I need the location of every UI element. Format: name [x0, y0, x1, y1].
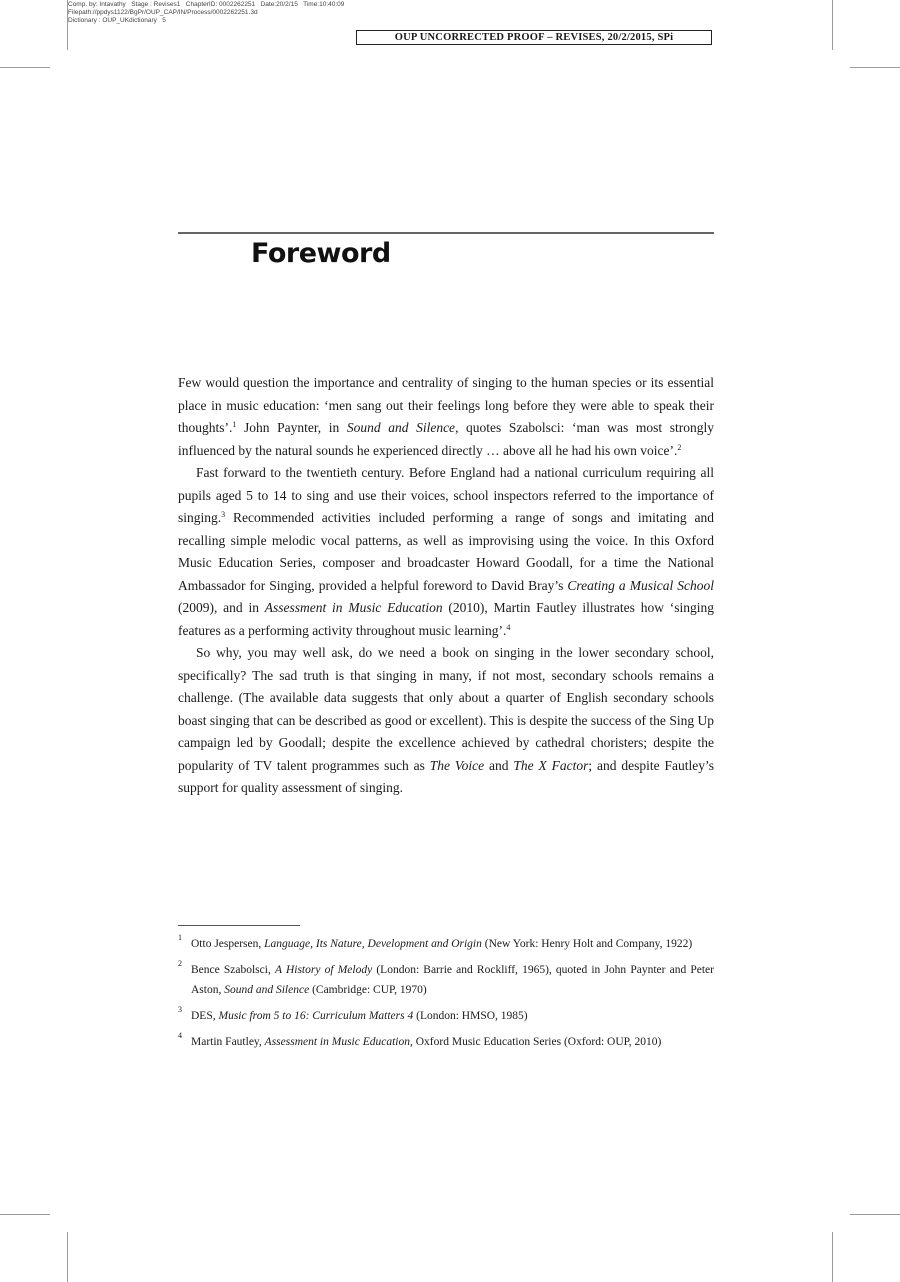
- crop-mark: [850, 67, 900, 68]
- proof-metadata: [68, 1, 344, 25]
- footnote-number: 1: [178, 933, 182, 942]
- footnote-ref[interactable]: 3: [221, 510, 226, 519]
- body-text: [178, 372, 714, 800]
- paragraph: Fast forward to the twentieth century. Before England had a national curriculum requiring all pupils aged 5 to 14 to sing and use their voices, school inspectors referred to the importance of singing.$^3$ Recommended activities included performing a range of songs and imitating and recalling simple melodic vocal patterns, as well as improvising using the voice. In this Oxford Music Education Series, composer and broadcaster Howard Goodall, for a time the National Ambassador for Singing, provided a helpful foreword to David Bray’s Creating a Musical School (2009), and in Assessment in Music Education (2010), Martin Fautley illustrates how ‘singing features as a performing activity throughout music learning’.$^4$: [178, 465, 714, 638]
- footnote-item: 2 Bence Szabolsci, A History of Melody (London: Barrie and Rockliff, 1965), quoted in John Paynter and Peter Aston, Sound and Silence (Cambridge: CUP, 1970): [178, 959, 714, 996]
- footnote-number: 2: [178, 959, 182, 968]
- meta-line: Comp. by: Intavathy Stage : Revises1 ChapterID: 0002262251 Date:20/2/15 Time:10:40:09: [68, 1, 345, 8]
- crop-mark: [832, 1232, 833, 1282]
- paragraph: So why, you may well ask, do we need a book on singing in the lower secondary school, specifically? The sad truth is that singing in many, if not most, secondary schools remains a challenge. (The available data suggests that only about a quarter of English secondary schools boast singing that can be described as good or excellent). This is despite the success of the Sing Up campaign led by Goodall; despite the excellence achieved by cathedral choristers; despite the popularity of TV talent programmes such as The Voice and The X Factor; and despite Fautley’s support for quality assessment of singing.: [178, 645, 714, 795]
- proof-stamp: OUP UNCORRECTED PROOF – REVISES, 20/2/2015, SPi: [356, 30, 712, 45]
- crop-mark: [0, 67, 50, 68]
- crop-mark: [850, 1214, 900, 1215]
- footnote-ref[interactable]: 1: [232, 420, 237, 429]
- footnote-item: 1 Otto Jespersen, Language, Its Nature, Development and Origin (New York: Henry Holt and Company, 1922): [178, 933, 693, 950]
- footnote-item: 4 Martin Fautley, Assessment in Music Education, Oxford Music Education Series (Oxford: OUP, 2010): [178, 1031, 662, 1048]
- page-title: Foreword: [251, 238, 391, 269]
- crop-mark: [0, 1214, 50, 1215]
- crop-mark: [67, 1232, 68, 1282]
- heading-rule: [178, 232, 714, 234]
- paragraph: Few would question the importance and centrality of singing to the human species or its essential place in music education: ‘men sang out their feelings long before they were able to speak their thoughts’.$^1$ John Paynter, in Sound and Silence, quotes Szabolsci: ‘man was most strongly influenced by the natural sounds he experienced directly … above all he had his own voice’.$^2$: [178, 375, 715, 458]
- footnotes: [178, 934, 714, 1058]
- crop-mark: [832, 0, 833, 50]
- footnote-ref[interactable]: 4: [506, 622, 511, 632]
- footnote-rule: [178, 925, 300, 926]
- footnote-item: 3 DES, Music from 5 to 16: Curriculum Matters 4 (London: HMSO, 1985): [178, 1005, 528, 1022]
- footnote-number: 3: [178, 1005, 182, 1014]
- meta-line: Filepath://ppdys1122/BgPr/OUP_CAP/IN/Process/0002262251.3d: [68, 9, 258, 16]
- footnote-ref[interactable]: 2: [677, 442, 682, 452]
- meta-line: Dictionary : OUP_UKdictionary 5: [68, 17, 166, 24]
- footnote-number: 4: [178, 1031, 182, 1040]
